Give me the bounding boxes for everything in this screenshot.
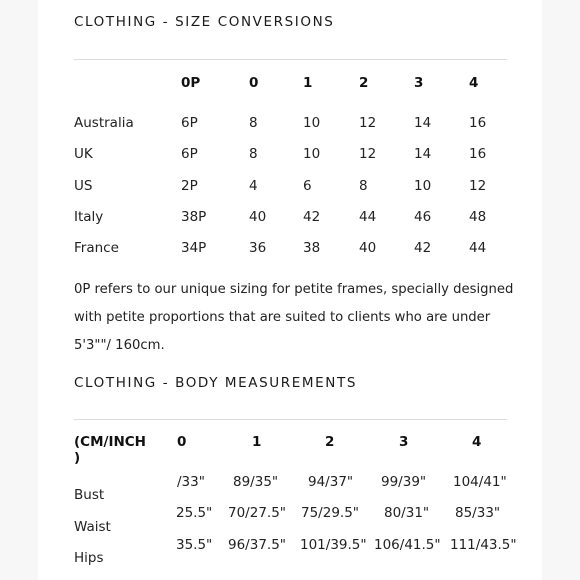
table-cell: 42 — [303, 209, 321, 225]
column-header: 2 — [359, 75, 369, 91]
unit-header: (CM/INCH ) — [74, 434, 146, 466]
table-cell: 38 — [303, 240, 321, 256]
row-label: US — [74, 178, 93, 194]
row-label: Hips — [74, 550, 104, 566]
petite-sizing-note: 0P refers to our unique sizing for petite frames, specially designed with petite proportions that are suited to clients who are under 5'3""/ 160cm. — [74, 282, 514, 353]
column-header: 1 — [252, 434, 262, 450]
table-cell: 40 — [249, 209, 267, 225]
body-measurements-heading: CLOTHING - BODY MEASUREMENTS — [74, 375, 357, 391]
column-header: 0 — [177, 434, 187, 450]
table-cell: 85/33" — [455, 505, 501, 521]
table-cell: 104/41" — [453, 474, 507, 490]
size-conversions-heading: CLOTHING - SIZE CONVERSIONS — [74, 14, 335, 30]
table-cell: 35.5" — [176, 537, 213, 553]
body-measurements-divider — [74, 419, 507, 420]
table-cell: /33" — [177, 474, 205, 490]
table-cell: 46 — [414, 209, 432, 225]
table-cell: 12 — [359, 115, 377, 131]
table-cell: 12 — [359, 146, 377, 162]
table-cell: 44 — [359, 209, 377, 225]
table-cell: 2P — [181, 178, 198, 194]
table-cell: 14 — [414, 115, 432, 131]
table-cell: 101/39.5" — [300, 537, 367, 553]
table-cell: 14 — [414, 146, 432, 162]
table-cell: 36 — [249, 240, 267, 256]
table-cell: 10 — [303, 146, 321, 162]
column-header: 0 — [249, 75, 259, 91]
table-cell: 16 — [469, 115, 487, 131]
table-cell: 6P — [181, 146, 198, 162]
table-cell: 96/37.5" — [228, 537, 286, 553]
table-cell: 99/39" — [381, 474, 427, 490]
table-cell: 8 — [249, 146, 258, 162]
table-cell: 25.5" — [176, 505, 213, 521]
column-header: 2 — [325, 434, 335, 450]
table-cell: 6 — [303, 178, 312, 194]
table-cell: 75/29.5" — [301, 505, 359, 521]
table-cell: 42 — [414, 240, 432, 256]
table-cell: 106/41.5" — [374, 537, 441, 553]
table-cell: 80/31" — [384, 505, 430, 521]
table-cell: 111/43.5" — [450, 537, 517, 553]
table-cell: 6P — [181, 115, 198, 131]
right-margin-shade — [542, 0, 580, 580]
size-conversions-divider — [74, 59, 507, 60]
table-cell: 10 — [414, 178, 432, 194]
left-margin-shade — [0, 0, 38, 580]
column-header: 0P — [181, 75, 201, 91]
row-label: France — [74, 240, 119, 256]
row-label: Australia — [74, 115, 134, 131]
table-cell: 34P — [181, 240, 207, 256]
column-header: 4 — [472, 434, 482, 450]
column-header: 3 — [414, 75, 424, 91]
row-label: Waist — [74, 519, 111, 535]
table-cell: 40 — [359, 240, 377, 256]
measurement-values-area — [166, 470, 526, 565]
table-cell: 38P — [181, 209, 207, 225]
table-cell: 44 — [469, 240, 487, 256]
table-cell: 4 — [249, 178, 258, 194]
table-cell: 70/27.5" — [228, 505, 286, 521]
table-cell: 8 — [249, 115, 258, 131]
table-cell: 89/35" — [233, 474, 279, 490]
table-cell: 94/37" — [308, 474, 354, 490]
row-label: UK — [74, 146, 93, 162]
table-cell: 12 — [469, 178, 487, 194]
column-header: 3 — [399, 434, 409, 450]
table-cell: 10 — [303, 115, 321, 131]
table-cell: 48 — [469, 209, 487, 225]
column-header: 4 — [469, 75, 479, 91]
table-cell: 8 — [359, 178, 368, 194]
table-cell: 16 — [469, 146, 487, 162]
column-header: 1 — [303, 75, 313, 91]
row-label: Italy — [74, 209, 104, 225]
row-label: Bust — [74, 487, 105, 503]
